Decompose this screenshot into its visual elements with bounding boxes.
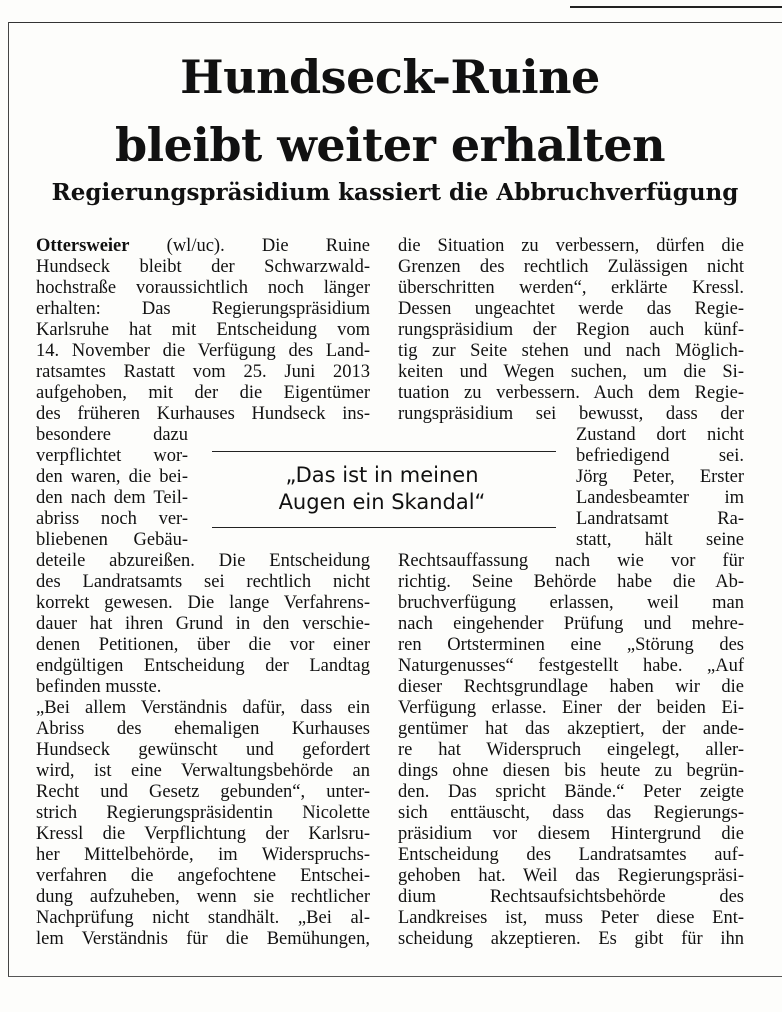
text-line: sich enttäuscht, dass das Regierungs- bbox=[398, 803, 744, 823]
text-line: dings ohne diesen bis heute zu begrün- bbox=[398, 761, 744, 781]
text-line: befinden musste. bbox=[36, 677, 162, 697]
text-line: Grenzen des rechtlich Zulässigen nicht bbox=[398, 257, 744, 277]
text-line: Landratsamt Ra- bbox=[576, 509, 744, 529]
text-line: des Landratsamts sei rechtlich nicht bbox=[36, 572, 370, 592]
subheadline: Regierungspräsidium kassiert die Abbruchverfügung bbox=[51, 179, 739, 206]
text-line: aufgehoben, mit der die Eigentümer bbox=[36, 383, 370, 403]
text-line: dung aufzuheben, wenn sie rechtlicher bbox=[36, 887, 370, 907]
text-line bbox=[36, 236, 370, 257]
text-line: Verfügung erlasse. Einer der beiden Ei- bbox=[398, 698, 744, 718]
text-line: Karlsruhe hat mit Entscheidung vom bbox=[36, 320, 370, 340]
text-line: keiten und Wegen suchen, um die Si- bbox=[398, 362, 744, 382]
clipping-border-left bbox=[8, 22, 9, 977]
page-edge-mark bbox=[570, 0, 782, 8]
text-line: ratsamtes Rastatt vom 25. Juni 2013 bbox=[36, 362, 370, 382]
text-line: deteile abzureißen. Die Entscheidung bbox=[36, 551, 370, 571]
text-line: rungspräsidium der Region auch künf- bbox=[398, 320, 744, 340]
text-line: hochstraße voraussichtlich noch länger bbox=[36, 278, 370, 298]
text-line: dauer hat ihren Grund in den verschie- bbox=[36, 614, 370, 634]
clipping-border-top bbox=[8, 22, 782, 23]
text-line: erhalten: Das Regierungspräsidium bbox=[36, 299, 370, 319]
text-line: 14. November die Verfügung des Land- bbox=[36, 341, 370, 361]
text-line: Landkreises ist, muss Peter diese Ent- bbox=[398, 908, 744, 928]
text-line: nach eingehender Prüfung und mehre- bbox=[398, 614, 744, 634]
text-line: strich Regierungspräsidentin Nicolette bbox=[36, 803, 370, 823]
text-line: dium Rechtsaufsichtsbehörde des bbox=[398, 887, 744, 907]
text-line: re hat Widerspruch eingelegt, aller- bbox=[398, 740, 744, 760]
text-line: rungspräsidium sei bewusst, dass der bbox=[398, 404, 744, 424]
text-line: Naturgenusses“ festgestellt habe. „Auf bbox=[398, 656, 744, 676]
text-line: richtig. Seine Behörde habe die Ab- bbox=[398, 572, 744, 592]
text-line: Zustand dort nicht bbox=[576, 425, 744, 445]
text-line: her Mittelbehörde, im Widerspruchs- bbox=[36, 845, 370, 865]
pull-quote-rule-top bbox=[212, 451, 556, 452]
text-line: Hundseck bleibt der Schwarzwald- bbox=[36, 257, 370, 277]
headline-line-1: Hundseck-Ruine bbox=[180, 50, 600, 104]
dateline: Ottersweier bbox=[36, 236, 130, 256]
pull-quote-rule-bottom bbox=[212, 527, 556, 528]
clipping-border-bottom bbox=[8, 976, 782, 977]
text-line: ren Ortsterminen eine „Störung des bbox=[398, 635, 744, 655]
text-line: Recht und Gesetz gebunden“, unter- bbox=[36, 782, 370, 802]
text-line: abriss noch ver- bbox=[36, 509, 188, 529]
text-line: Entscheidung des Landratsamtes auf- bbox=[398, 845, 744, 865]
text-line: wird, ist eine Verwaltungsbehörde an bbox=[36, 761, 370, 781]
text-line: befriedigend sei. bbox=[576, 446, 744, 466]
headline-line-2: bleibt weiter erhalten bbox=[114, 118, 666, 172]
text-line: dieser Rechtsgrundlage haben wir die bbox=[398, 677, 744, 697]
text-line: verfahren die angefochtene Entschei- bbox=[36, 866, 370, 886]
text-line: Rechtsauffassung nach wie vor für bbox=[398, 551, 744, 571]
pull-quote-line: Augen ein Skandal“ bbox=[278, 490, 486, 514]
text-line: denen Petitionen, über die vor einer bbox=[36, 635, 370, 655]
pull-quote bbox=[212, 462, 552, 516]
text-line: lem Verständnis für die Bemühungen, bbox=[36, 929, 370, 949]
text-line: tuation zu verbessern. Auch dem Regie- bbox=[398, 383, 744, 403]
text-line: bruchverfügung erlassen, weil man bbox=[398, 593, 744, 613]
text-line: des früheren Kurhauses Hundseck ins- bbox=[36, 404, 370, 424]
text-line: verpflichtet wor- bbox=[36, 446, 188, 466]
text-line: gehoben hat. Weil das Regierungspräsi- bbox=[398, 866, 744, 886]
text-line: Nachprüfung nicht standhält. „Bei al- bbox=[36, 908, 370, 928]
text-line: Jörg Peter, Erster bbox=[576, 467, 744, 487]
text-line: den nach dem Teil- bbox=[36, 488, 188, 508]
text-line: tig zur Seite stehen und nach Möglich- bbox=[398, 341, 744, 361]
text-line: besondere dazu bbox=[36, 425, 188, 445]
text-line: korrekt gewesen. Die lange Verfahrens- bbox=[36, 593, 370, 613]
text-line: scheidung akzeptieren. Es gibt für ihn bbox=[398, 929, 744, 949]
text-line-rest: (wl/uc). Die Ruine bbox=[129, 236, 370, 256]
text-line: statt, hält seine bbox=[576, 530, 744, 550]
text-line: den waren, die bei- bbox=[36, 467, 188, 487]
text-line: Kressl die Verpflichtung der Karlsru- bbox=[36, 824, 370, 844]
text-line: „Bei allem Verständnis dafür, dass ein bbox=[36, 698, 370, 718]
text-line: präsidium vor diesem Hintergrund die bbox=[398, 824, 744, 844]
text-line: endgültigen Entscheidung der Landtag bbox=[36, 656, 370, 676]
pull-quote-line: „Das ist in meinen bbox=[285, 463, 479, 487]
text-line: Abriss des ehemaligen Kurhauses bbox=[36, 719, 370, 739]
text-line: Landesbeamter im bbox=[576, 488, 744, 508]
text-line: Hundseck gewünscht und gefordert bbox=[36, 740, 370, 760]
text-line: gentümer hat das akzeptiert, der ande- bbox=[398, 719, 744, 739]
text-line: den. Das spricht Bände.“ Peter zeigte bbox=[398, 782, 744, 802]
text-line: die Situation zu verbessern, dürfen die bbox=[398, 236, 744, 256]
text-line: Dessen ungeachtet werde das Regie- bbox=[398, 299, 744, 319]
text-line: bliebenen Gebäu- bbox=[36, 530, 188, 550]
text-line: überschritten werden“, erklärte Kressl. bbox=[398, 278, 744, 298]
